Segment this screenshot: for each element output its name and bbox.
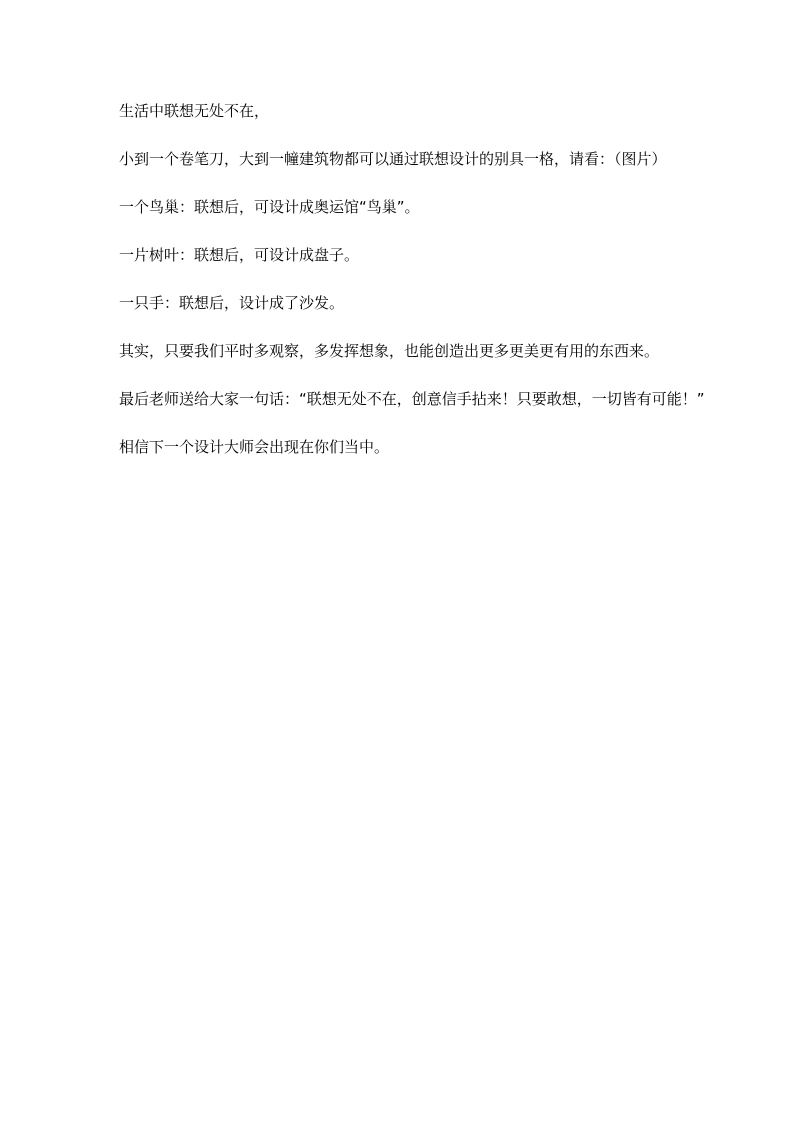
paragraph-4: 一片树叶：联想后，可设计成盘子。 (119, 246, 360, 264)
document-body (119, 98, 719, 482)
paragraph-1: 生活中联想无处不在， (119, 102, 270, 120)
paragraph-5: 一只手：联想后，设计成了沙发。 (119, 294, 345, 312)
paragraph-6: 其实，只要我们平时多观察，多发挥想象，也能创造出更多更美更有用的东西来。 (119, 342, 660, 360)
paragraph-8: 相信下一个设计大师会出现在你们当中。 (119, 438, 390, 456)
paragraph-2: 小到一个卷笔刀，大到一幢建筑物都可以通过联想设计的别具一格，请看：（图片） (119, 150, 667, 168)
paragraph-3: 一个鸟巢：联想后，可设计成奥运馆“鸟巢”。 (119, 198, 420, 216)
paragraph-7: 最后老师送给大家一句话：“联想无处不在，创意信手拈来！只要敢想，一切皆有可能！” (119, 390, 705, 408)
